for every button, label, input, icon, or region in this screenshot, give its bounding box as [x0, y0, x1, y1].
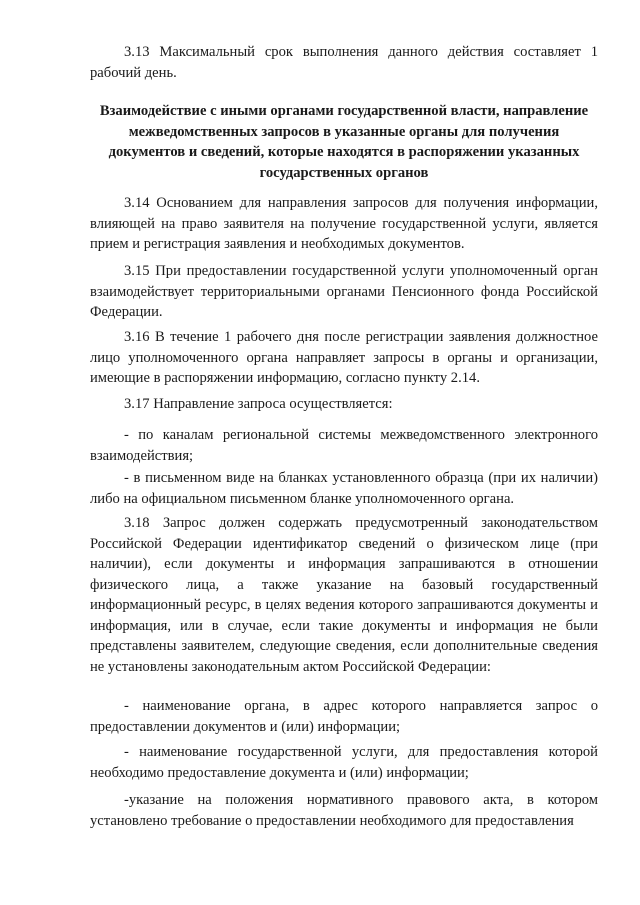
paragraph-3-16: 3.16 В течение 1 рабочего дня после регистрации заявления должностное лицо уполномоченного органа направляет запросы в органы и организации, имеющие в распоряжении информацию, согласно пункту 2.14. — [90, 329, 598, 386]
paragraph-3-13: 3.13 Максимальный срок выполнения данного действия составляет 1 рабочий день. — [90, 44, 598, 81]
list-item-3-17-a: - по каналам региональной системы межведомственного электронного взаимодействия; — [90, 427, 598, 464]
paragraph-3-18: 3.18 Запрос должен содержать предусмотренный законодательством Российской Федерации идентификатор сведений о физическом лице (при наличии), если документы и информация запрашиваются в отношении физического лица, а также указание на базовый государственный информационный ресурс, в целях ведения которого запрашиваются документы и информация, или в случае, если такие документы и информация не были представлены заявителем, следующие сведения, если дополнительные сведения не установлены законодательным актом Российской Федерации: — [90, 515, 598, 675]
section-heading: Взаимодействие с иными органами государственной власти, направление межведомственных запросов в указанные органы для получения документов и сведений, которые находятся в распоряжении указанных государственных органов — [99, 103, 589, 181]
list-item-3-18-c: -указание на положения нормативного правового акта, в котором установлено требование о предоставлении необходимого для предоставления — [90, 792, 598, 829]
list-item-3-18-a: - наименование органа, в адрес которого направляется запрос о предоставлении документов и (или) информации; — [90, 698, 598, 735]
paragraph-3-15: 3.15 При предоставлении государственной услуги уполномоченный орган взаимодействует территориальными органами Пенсионного фонда Российской Федерации. — [90, 263, 598, 320]
paragraph-3-14: 3.14 Основанием для направления запросов для получения информации, влияющей на право заявителя на получение государственной услуги, является прием и регистрация заявления и необходимых документов. — [90, 195, 598, 252]
list-item-3-17-b: - в письменном виде на бланках установленного образца (при их наличии) либо на официальном письменном бланке уполномоченного органа. — [90, 470, 598, 507]
list-item-3-18-b: - наименование государственной услуги, для предоставления которой необходимо предоставление документа и (или) информации; — [90, 744, 598, 781]
paragraph-3-17: 3.17 Направление запроса осуществляется: — [124, 396, 393, 412]
